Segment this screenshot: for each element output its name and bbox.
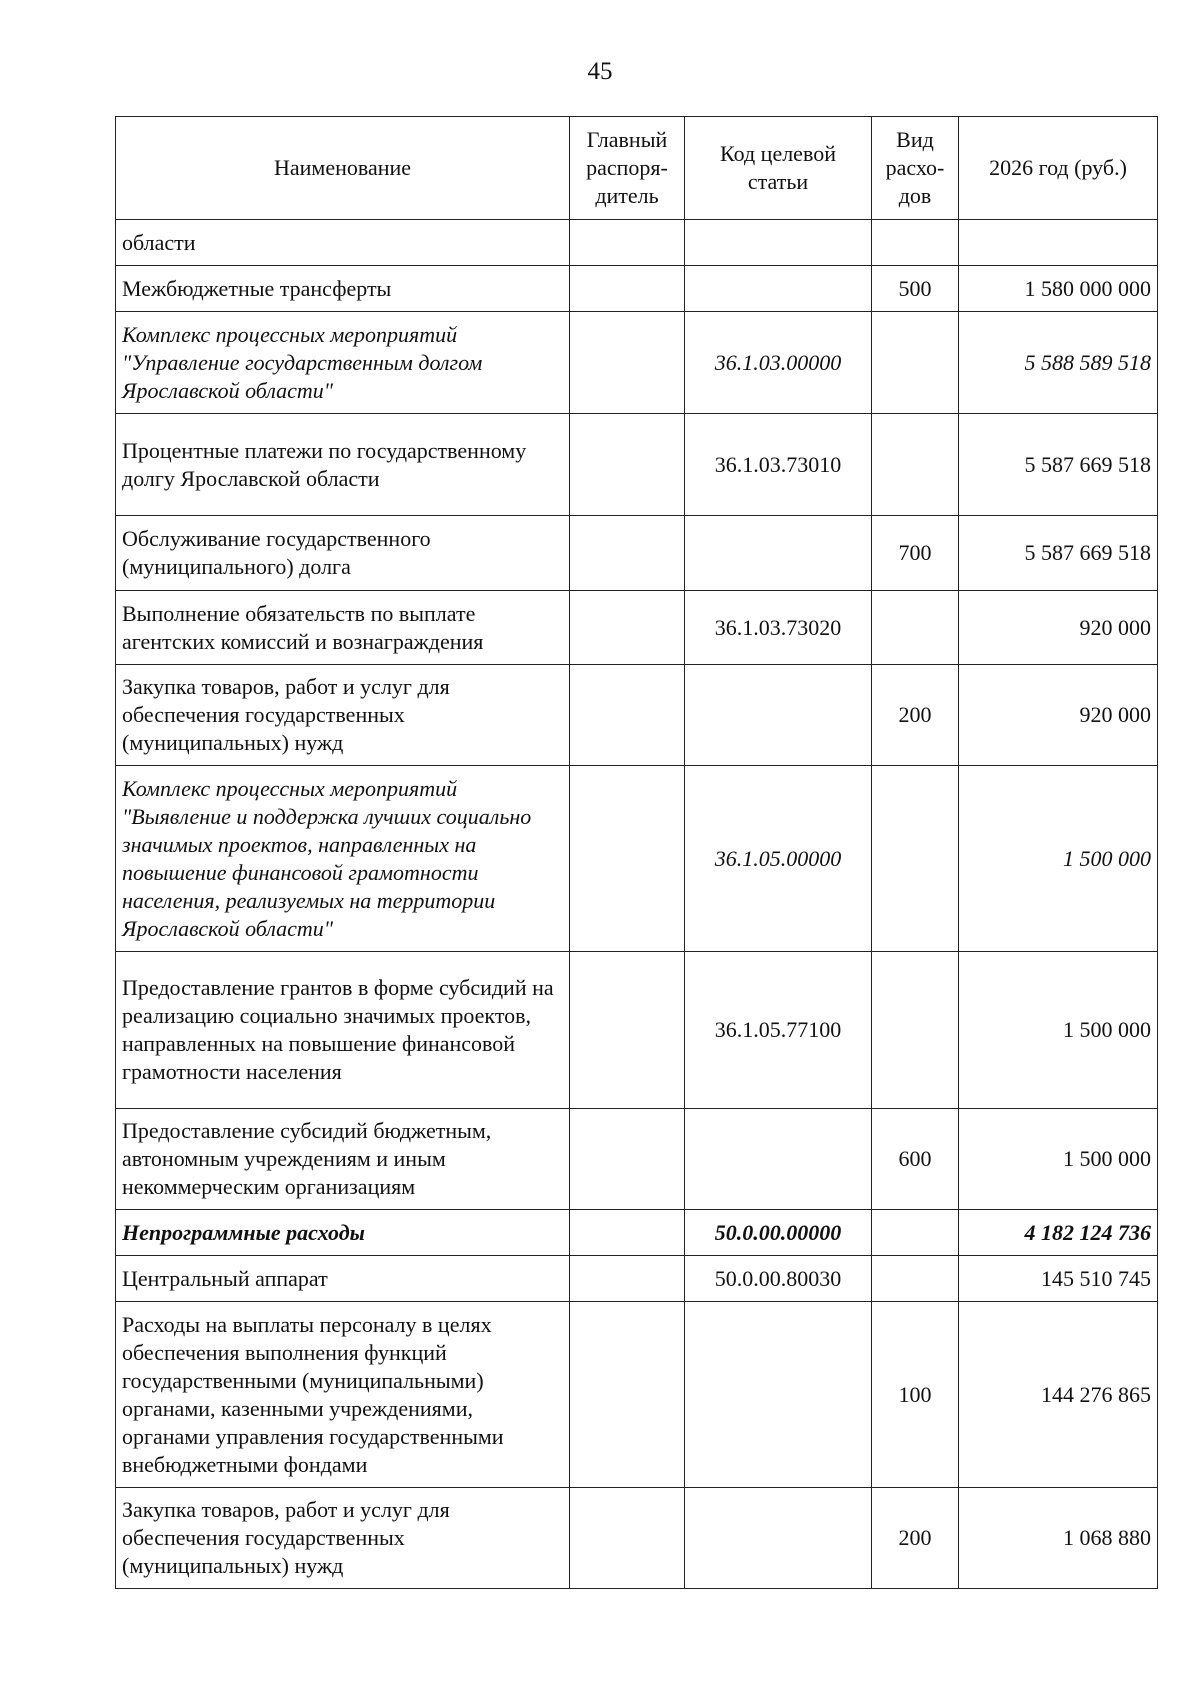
cell-kind: 500: [872, 266, 959, 312]
cell-name: Центральный аппарат: [116, 1256, 570, 1302]
cell-amount: 5 587 669 518: [959, 414, 1158, 516]
cell-amount: 920 000: [959, 665, 1158, 766]
cell-name: Непрограммные расходы: [116, 1210, 570, 1256]
cell-code: 36.1.05.00000: [685, 766, 872, 952]
cell-kind: 100: [872, 1302, 959, 1488]
cell-code: [685, 1488, 872, 1589]
cell-kind: [872, 312, 959, 414]
cell-code: 50.0.00.80030: [685, 1256, 872, 1302]
cell-code: [685, 665, 872, 766]
cell-amount: 1 500 000: [959, 1109, 1158, 1210]
cell-name: Расходы на выплаты персоналу в целях обеспечения выполнения функций государственными (муниципальными) органами, казенными учреждениями, органами управления государственными внебюджетными фондами: [116, 1302, 570, 1488]
cell-code: 36.1.05.77100: [685, 952, 872, 1109]
cell-kind: 200: [872, 665, 959, 766]
cell-code: 50.0.00.00000: [685, 1210, 872, 1256]
cell-name: Межбюджетные трансферты: [116, 266, 570, 312]
cell-amount: 920 000: [959, 591, 1158, 665]
cell-amount: 1 068 880: [959, 1488, 1158, 1589]
cell-name: Процентные платежи по государственному долгу Ярославской области: [116, 414, 570, 516]
cell-name: Закупка товаров, работ и услуг для обеспечения государственных (муниципальных) нужд: [116, 1488, 570, 1589]
cell-manager: [570, 665, 685, 766]
table-row: [116, 266, 1158, 312]
cell-manager: [570, 1302, 685, 1488]
cell-name: Предоставление субсидий бюджетным, автономным учреждениям и иным некоммерческим организациям: [116, 1109, 570, 1210]
cell-code: [685, 220, 872, 266]
cell-manager: [570, 1256, 685, 1302]
table-row: [116, 1109, 1158, 1210]
table-row: [116, 1488, 1158, 1589]
cell-amount: 1 500 000: [959, 766, 1158, 952]
cell-manager: [570, 414, 685, 516]
cell-manager: [570, 220, 685, 266]
header-manager: Главный распоря-дитель: [570, 117, 685, 220]
cell-name: Обслуживание государственного (муниципального) долга: [116, 516, 570, 591]
cell-manager: [570, 516, 685, 591]
cell-name: Закупка товаров, работ и услуг для обеспечения государственных (муниципальных) нужд: [116, 665, 570, 766]
cell-amount: 4 182 124 736: [959, 1210, 1158, 1256]
cell-code: [685, 1109, 872, 1210]
cell-amount: 5 587 669 518: [959, 516, 1158, 591]
table-header-row: [116, 117, 1158, 220]
cell-kind: [872, 220, 959, 266]
table-row: [116, 952, 1158, 1109]
header-amount: 2026 год (руб.): [959, 117, 1158, 220]
cell-name: Комплекс процессных мероприятий "Управление государственным долгом Ярославской области": [116, 312, 570, 414]
cell-amount: 144 276 865: [959, 1302, 1158, 1488]
cell-amount: 5 588 589 518: [959, 312, 1158, 414]
cell-amount: 1 580 000 000: [959, 266, 1158, 312]
cell-amount: 145 510 745: [959, 1256, 1158, 1302]
table-row: [116, 1256, 1158, 1302]
table-row: [116, 766, 1158, 952]
cell-kind: [872, 1256, 959, 1302]
cell-amount: 1 500 000: [959, 952, 1158, 1109]
cell-kind: 700: [872, 516, 959, 591]
cell-manager: [570, 952, 685, 1109]
cell-kind: 200: [872, 1488, 959, 1589]
budget-table: [115, 116, 1158, 1589]
cell-name: Комплекс процессных мероприятий "Выявление и поддержка лучших социально значимых проектов, направленных на повышение финансовой грамотности населения, реализуемых на территории Ярославской области": [116, 766, 570, 952]
cell-code: 36.1.03.73020: [685, 591, 872, 665]
table-row: [116, 414, 1158, 516]
table-row: [116, 591, 1158, 665]
cell-kind: [872, 414, 959, 516]
cell-name: Предоставление грантов в форме субсидий на реализацию социально значимых проектов, направленных на повышение финансовой грамотности населения: [116, 952, 570, 1109]
table-row: [116, 1210, 1158, 1256]
table-row: [116, 312, 1158, 414]
cell-name: области: [116, 220, 570, 266]
cell-kind: [872, 766, 959, 952]
cell-name: Выполнение обязательств по выплате агентских комиссий и вознаграждения: [116, 591, 570, 665]
table-row: [116, 220, 1158, 266]
cell-manager: [570, 1488, 685, 1589]
cell-manager: [570, 1210, 685, 1256]
page-number: 45: [587, 58, 613, 85]
cell-amount: [959, 220, 1158, 266]
header-name: Наименование: [116, 117, 570, 220]
header-code: Код целевой статьи: [685, 117, 872, 220]
cell-kind: [872, 591, 959, 665]
table-row: [116, 516, 1158, 591]
cell-code: [685, 266, 872, 312]
cell-manager: [570, 1109, 685, 1210]
cell-kind: [872, 1210, 959, 1256]
cell-code: 36.1.03.00000: [685, 312, 872, 414]
cell-kind: 600: [872, 1109, 959, 1210]
cell-code: 36.1.03.73010: [685, 414, 872, 516]
cell-kind: [872, 952, 959, 1109]
cell-manager: [570, 591, 685, 665]
cell-code: [685, 1302, 872, 1488]
table-row: [116, 665, 1158, 766]
cell-manager: [570, 266, 685, 312]
table-row: [116, 1302, 1158, 1488]
cell-code: [685, 516, 872, 591]
cell-manager: [570, 766, 685, 952]
cell-manager: [570, 312, 685, 414]
header-kind: Вид расхо-дов: [872, 117, 959, 220]
